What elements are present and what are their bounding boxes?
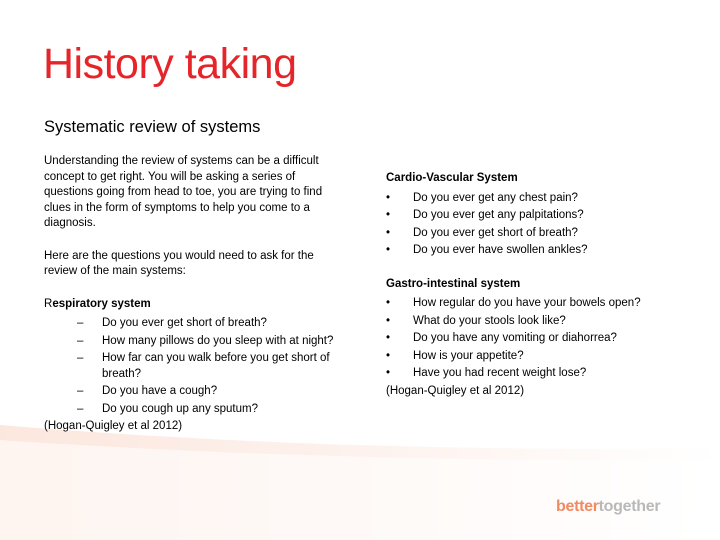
bullet-marker: • [386, 244, 391, 256]
left-column [44, 154, 344, 435]
citation: (Hogan-Quigley et al 2012) [44, 420, 183, 432]
intro-paragraph: Understanding the review of systems can be a difficult concept to get right. You will be asking a series of questions going from head to toe, you are trying to find clues in the form of symptoms to help you come to a diagnosis. [44, 155, 323, 229]
list-item [386, 226, 686, 242]
bullet-marker: • [386, 209, 391, 221]
list-item-text: How regular do you have your bowels open? [413, 297, 641, 309]
bullet-marker: • [386, 349, 391, 362]
list-item [44, 351, 344, 382]
list-item-text: Do you ever get short of breath? [102, 317, 267, 329]
list-item-text: Have you had recent weight lose? [413, 367, 587, 379]
slide-subtitle: Systematic review of systems [44, 118, 261, 136]
dash-marker: – [77, 334, 84, 347]
logo-part-together: together [598, 498, 661, 515]
respiratory-heading-initial: R [44, 297, 53, 310]
list-item [386, 314, 686, 330]
logo-part-better: better [556, 498, 599, 515]
citation: (Hogan-Quigley et al 2012) [386, 384, 525, 397]
bullet-marker: • [386, 332, 391, 344]
list-item [44, 402, 344, 418]
list-item-text: Do you have any vomiting or diahorrea? [413, 332, 617, 344]
list-item-text: Do you ever get short of breath? [413, 226, 578, 239]
dash-marker: – [77, 385, 84, 397]
list-item [386, 208, 686, 224]
list-item-text: Do you ever get any chest pain? [413, 191, 578, 204]
gastro-heading: Gastro-intestinal system [386, 277, 521, 290]
dash-marker: – [77, 317, 84, 329]
list-item-text: What do your stools look like? [413, 314, 566, 327]
list-item-text: How far can you walk before you get short of breath? [102, 352, 330, 380]
dash-marker: – [77, 402, 84, 415]
list-item [386, 366, 686, 382]
list-item [386, 296, 686, 312]
dash-marker: – [77, 352, 84, 364]
respiratory-heading [44, 297, 344, 313]
respiratory-list [44, 316, 344, 417]
list-item-text: Do you cough up any sputum? [102, 402, 258, 415]
list-item [44, 316, 344, 332]
respiratory-heading-rest: espiratory system [52, 297, 151, 310]
intro-paragraph-2: Here are the questions you would need to ask for the review of the main systems: [44, 249, 314, 277]
list-item [386, 191, 686, 207]
bullet-marker: • [386, 226, 391, 239]
bettertogether-logo [556, 498, 660, 516]
list-item [386, 331, 686, 347]
list-item [44, 334, 344, 350]
list-item [386, 243, 686, 259]
gastro-list [386, 296, 686, 382]
list-item-text: Do you have a cough? [102, 385, 218, 397]
bullet-marker: • [386, 367, 391, 379]
bullet-marker: • [386, 297, 391, 309]
list-item [386, 349, 686, 365]
slide-title: History taking [43, 40, 297, 88]
bullet-marker: • [386, 314, 391, 327]
spacer [386, 261, 686, 277]
bullet-marker: • [386, 191, 391, 204]
list-item-text: Do you ever get any palpitations? [413, 209, 584, 221]
right-column [386, 171, 686, 399]
cardio-heading: Cardio-Vascular System [386, 172, 518, 184]
list-item [44, 384, 344, 400]
list-item-text: Do you ever have swollen ankles? [413, 244, 588, 256]
list-item-text: How is your appetite? [413, 349, 524, 362]
list-item-text: How many pillows do you sleep with at night? [102, 334, 334, 347]
cardio-list [386, 191, 686, 259]
